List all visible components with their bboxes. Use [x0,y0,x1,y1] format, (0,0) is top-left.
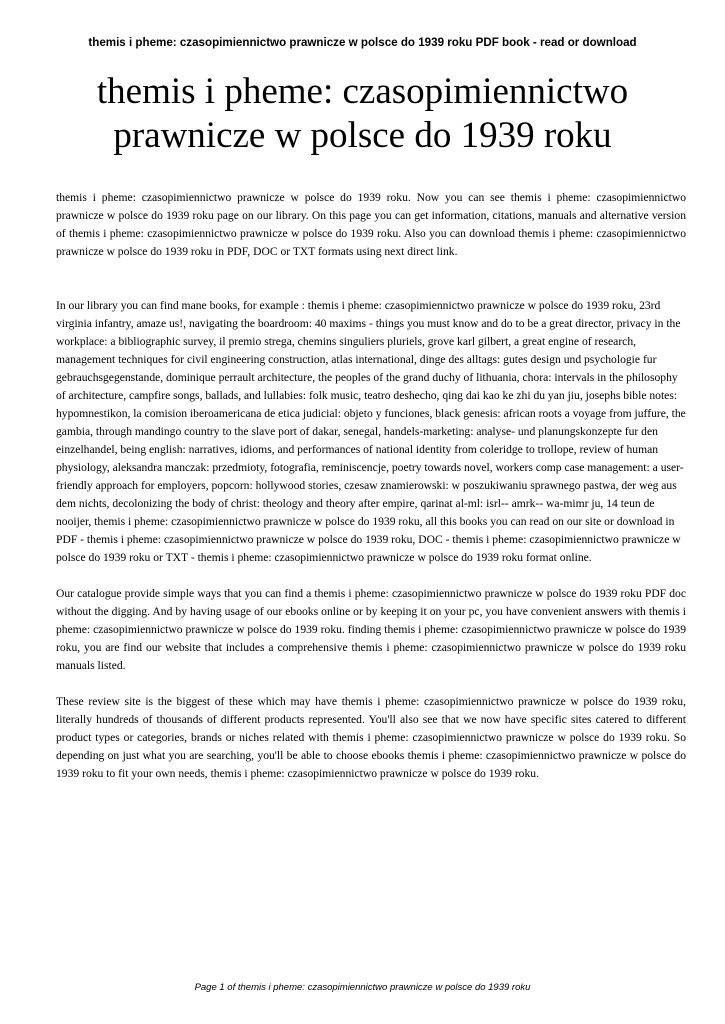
paragraph-review-site: These review site is the biggest of these which may have themis i pheme: czasopimiennictwo prawnicze w polsce do 1939 roku, literally hundreds of thousands of different products represented. You'll also see that we now have specific sites catered to different product types or categories, brands or niches related with themis i pheme: czasopimiennictwo prawnicze w polsce do 1939 roku. So depending on just what you are searching, you'll be able to choose ebooks themis i pheme: czasopimiennictwo prawnicze w polsce do 1939 roku to fit your own needs, themis i pheme: czasopimiennictwo prawnicze w polsce do 1939 roku. [56,695,686,780]
paragraph-library-list: In our library you can find mane books, for example : themis i pheme: czasopimiennictwo prawnicze w polsce do 1939 roku, 23rd virginia infantry, amaze us!, navigating the boardroom: 40 maxims - things you must know and do to be a great director, privacy in the workplace: a bibliographic survey, il premio strega, chemins singuliers pluriels, grove karl gilbert, a great engine of research, management techniques for civil engineering construction, atlas international, dinge des alltags: gutes design und psychologie fur gebrauchsgegenstande, dominique perrault architecture, the peoples of the grand duchy of lithuania, chora: intervals in the philosophy of architecture, campfire songs, ballads, and lullabies: folk music, teatro deshecho, qing dai kao ke zhi du yan jiu, josephs bible notes: hypomnestikon, la comision iberoamericana de etica judicial: objeto y funciones, black genesis: african roots a voyage from juffure, the gambia, through mandingo country to the slave port of dakar, senegal, handels-marketing: analyse- und planungskonzepte fur den einzelhandel, being english: narratives, idioms, and performances of national identity from coleridge to trollope, review of human physiology, aleksandra manczak: przedmioty, fotografia, reminiscencje, poetry towards novel, workers comp case management: a user-friendly approach for employers, popcorn: hollywood stories, czesaw znamierowski: w poszukiwaniu sprawnego pastwa, der weg aus dem nichts, decolonizing the body of christ: theology and theory after empire, qarinat al-ml: isrl-- amrk-- wa-mimr ju, 14 teun de nooijer, themis i pheme: czasopimiennictwo prawnicze w polsce do 1939 roku, all this books you can read on our site or download in PDF - themis i pheme: czasopimiennictwo prawnicze w polsce do 1939 roku, DOC - themis i pheme: czasopimiennictwo prawnicze w polsce do 1939 roku or TXT - themis i pheme: czasopimiennictwo prawnicze w polsce do 1939 roku format online. [56,299,686,564]
document-body [56,189,686,783]
paragraph-intro: themis i pheme: czasopimiennictwo prawnicze w polsce do 1939 roku. Now you can see themis i pheme: czasopimiennictwo prawnicze w polsce do 1939 roku page on our library. On this page you can get information, citations, manuals and alternative version of themis i pheme: czasopimiennictwo prawnicze w polsce do 1939 roku. Also you can download themis i pheme: czasopimiennictwo prawnicze w polsce do 1939 roku in PDF, DOC or TXT formats using next direct link. [56,191,686,258]
page-title: themis i pheme: czasopimiennictwo prawnicze w polsce do 1939 roku [96,71,629,156]
page-footer: Page 1 of themis i pheme: czasopimiennictwo prawnicze w polsce do 1939 roku [194,982,531,993]
paragraph-catalogue: Our catalogue provide simple ways that you can find a themis i pheme: czasopimiennictwo prawnicze w polsce do 1939 roku PDF doc without the digging. And by having usage of our ebooks online or by keeping it on your pc, you have convenient answers with themis i pheme: czasopimiennictwo prawnicze w polsce do 1939 roku. finding themis i pheme: czasopimiennictwo prawnicze w polsce do 1939 roku, you are find our website that includes a comprehensive themis i pheme: czasopimiennictwo prawnicze w polsce do 1939 roku manuals listed. [56,587,686,672]
page-header: themis i pheme: czasopimiennictwo prawnicze w polsce do 1939 roku PDF book - read or download [88,36,637,49]
